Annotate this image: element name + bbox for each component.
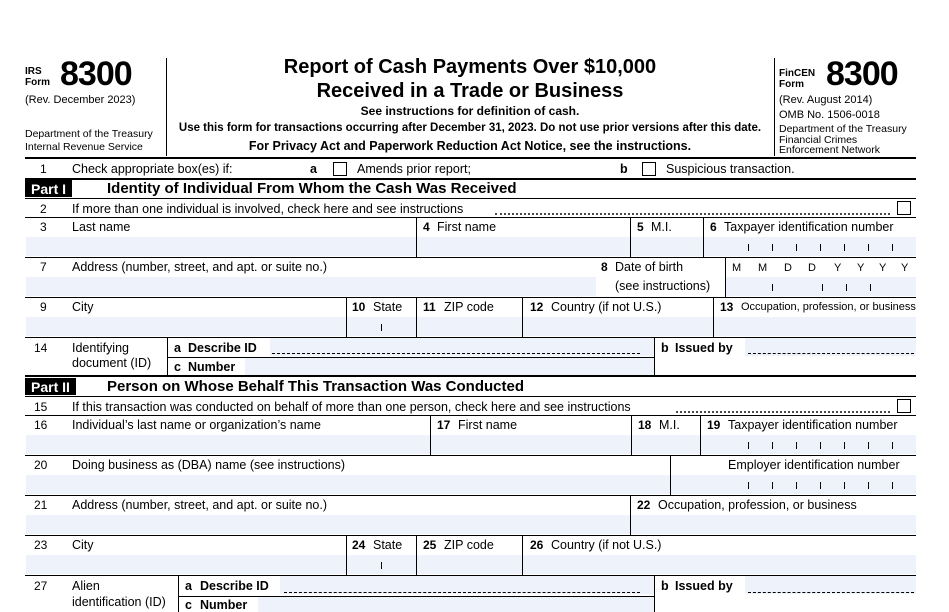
fincen-dept-line1: Department of the Treasury bbox=[779, 123, 907, 135]
line-10-number: 10 bbox=[352, 300, 366, 314]
fincen-form-number: 8300 bbox=[826, 55, 898, 93]
part-2-title: Person on Whose Behalf This Transaction Was Conducted bbox=[107, 378, 524, 395]
dob-letter: D bbox=[784, 262, 792, 274]
zip-code-input[interactable] bbox=[417, 317, 522, 336]
omb-number: OMB No. 1506-0018 bbox=[779, 109, 880, 121]
fincen-label: FinCEN bbox=[779, 68, 816, 79]
line-6-number: 6 bbox=[710, 220, 717, 234]
form-number: 8300 bbox=[60, 55, 132, 93]
line-6-label: Taxpayer identification number bbox=[724, 220, 894, 234]
fincen-dept-line2: Financial Crimes bbox=[779, 134, 858, 146]
line-18-label: M.I. bbox=[659, 418, 680, 432]
dob-letter: Y bbox=[834, 262, 842, 274]
line-27-number: 27 bbox=[34, 579, 48, 593]
form-title-line2: Received in a Trade or Business bbox=[316, 80, 624, 102]
line-20-number: 20 bbox=[34, 458, 48, 472]
line-14c-letter: c bbox=[174, 360, 181, 374]
amends-prior-report-checkbox[interactable] bbox=[333, 162, 347, 176]
form-subtitle: See instructions for definition of cash. bbox=[360, 104, 580, 118]
line-18-number: 18 bbox=[638, 418, 652, 432]
line-23-number: 23 bbox=[34, 538, 48, 552]
line-19-number: 19 bbox=[707, 418, 721, 432]
line-12-label: Country (if not U.S.) bbox=[551, 300, 662, 314]
last-name-input[interactable] bbox=[26, 237, 416, 256]
country-input[interactable] bbox=[523, 317, 713, 336]
id-number-input[interactable] bbox=[245, 358, 654, 375]
line-4-label: First name bbox=[437, 220, 497, 234]
line-25-number: 25 bbox=[423, 538, 437, 552]
line-22-label: Occupation, profession, or business bbox=[658, 498, 857, 512]
mi-input[interactable] bbox=[631, 237, 703, 256]
p2-occupation-input[interactable] bbox=[631, 515, 916, 534]
line-20-label: Doing business as (DBA) name (see instructions) bbox=[72, 458, 346, 472]
line-1b-letter: b bbox=[620, 162, 628, 176]
p2-zip-input[interactable] bbox=[417, 555, 522, 574]
line-14b-label: Issued by bbox=[675, 341, 733, 355]
line-16-label: Individual’s last name or organization’s name bbox=[72, 418, 321, 432]
line-22-number: 22 bbox=[637, 498, 651, 512]
line-7-number: 7 bbox=[40, 260, 47, 274]
line-14-label1: Identifying bbox=[72, 341, 129, 355]
line-2-number: 2 bbox=[40, 202, 47, 216]
p2-country-input[interactable] bbox=[523, 555, 916, 574]
amends-prior-report-label: Amends prior report; bbox=[357, 162, 471, 176]
line-13-label: Occupation, profession, or business bbox=[741, 301, 916, 313]
address-input[interactable] bbox=[26, 277, 596, 296]
line-16-number: 16 bbox=[34, 418, 48, 432]
line-14b-letter: b bbox=[661, 341, 669, 355]
line-12-number: 12 bbox=[530, 300, 544, 314]
line-27b-label: Issued by bbox=[675, 579, 733, 593]
p2-mi-input[interactable] bbox=[632, 435, 700, 454]
line-15-number: 15 bbox=[34, 400, 48, 414]
p2-city-input[interactable] bbox=[26, 555, 346, 574]
p2-first-name-input[interactable] bbox=[431, 435, 631, 454]
line-27b-letter: b bbox=[661, 579, 669, 593]
line-3-label: Last name bbox=[72, 220, 131, 234]
line-26-number: 26 bbox=[530, 538, 544, 552]
dba-name-input[interactable] bbox=[26, 475, 670, 494]
line-19-label: Taxpayer identification number bbox=[728, 418, 898, 432]
line-14-number: 14 bbox=[34, 341, 48, 355]
line-13-number: 13 bbox=[720, 300, 734, 314]
suspicious-transaction-checkbox[interactable] bbox=[642, 162, 656, 176]
line-7-label: Address (number, street, and apt. or suite no.) bbox=[72, 260, 327, 274]
line-27-label2: identification (ID) bbox=[72, 595, 166, 609]
line-24-label: State bbox=[373, 538, 403, 552]
line-17-label: First name bbox=[458, 418, 518, 432]
line-24-number: 24 bbox=[352, 538, 366, 552]
line-4-number: 4 bbox=[423, 220, 430, 234]
dob-letter: Y bbox=[901, 262, 909, 274]
line-14a-label: Describe ID bbox=[188, 341, 257, 355]
line-8-number: 8 bbox=[601, 260, 608, 274]
fincen-form-label: Form bbox=[779, 79, 804, 90]
occupation-input[interactable] bbox=[714, 317, 916, 336]
line-9-label: City bbox=[72, 300, 94, 314]
line-25-label: ZIP code bbox=[444, 538, 494, 552]
line-27a-letter: a bbox=[185, 579, 192, 593]
p2-taxpayer-id-input[interactable] bbox=[701, 435, 916, 454]
ein-label: Employer identification number bbox=[728, 458, 900, 472]
privacy-notice: For Privacy Act and Paperwork Reduction Act Notice, see the instructions. bbox=[248, 139, 692, 153]
line-23-label: City bbox=[72, 538, 94, 552]
ein-input[interactable] bbox=[671, 475, 916, 494]
line-1-label: Check appropriate box(es) if: bbox=[72, 162, 233, 176]
line-11-number: 11 bbox=[423, 300, 436, 314]
line-26-label: Country (if not U.S.) bbox=[551, 538, 662, 552]
line-2-label: If more than one individual is involved, check here and see instructions bbox=[72, 202, 464, 216]
irs-dept-line1: Department of the Treasury bbox=[25, 128, 153, 140]
dob-letter: M bbox=[758, 262, 768, 274]
part-2-tag: Part II bbox=[25, 378, 76, 395]
irs-dept-line2: Internal Revenue Service bbox=[25, 141, 143, 153]
form-label: Form bbox=[25, 77, 50, 88]
line-8-sub: (see instructions) bbox=[615, 279, 711, 293]
line-1-number: 1 bbox=[40, 162, 47, 176]
multiple-individuals-checkbox[interactable] bbox=[897, 201, 911, 215]
line-27c-label: Number bbox=[200, 598, 248, 612]
line-3-number: 3 bbox=[40, 220, 47, 234]
line-14-label2: document (ID) bbox=[72, 356, 152, 370]
line-21-number: 21 bbox=[34, 498, 48, 512]
line-8-label: Date of birth bbox=[615, 260, 684, 274]
use-notice: Use this form for transactions occurring after December 31, 2023. Do not use prior versions after this date. bbox=[178, 122, 762, 134]
line-14c-label: Number bbox=[188, 360, 236, 374]
line-5-label: M.I. bbox=[651, 220, 672, 234]
multiple-persons-checkbox[interactable] bbox=[897, 399, 911, 413]
line-21-label: Address (number, street, and apt. or suite no.) bbox=[72, 498, 327, 512]
line-5-number: 5 bbox=[637, 220, 644, 234]
part-1-tag: Part I bbox=[25, 180, 72, 197]
suspicious-transaction-label: Suspicious transaction. bbox=[666, 162, 795, 176]
line-10-label: State bbox=[373, 300, 403, 314]
irs-revision: (Rev. December 2023) bbox=[25, 94, 136, 106]
line-27c-letter: c bbox=[185, 598, 192, 612]
p2-address-input[interactable] bbox=[26, 515, 630, 534]
first-name-input[interactable] bbox=[417, 237, 630, 256]
line-9-number: 9 bbox=[40, 300, 47, 314]
part-1-title: Identity of Individual From Whom the Cash Was Received bbox=[107, 180, 517, 197]
line-1a-letter: a bbox=[310, 162, 317, 176]
line-11-label: ZIP code bbox=[444, 300, 494, 314]
line-17-number: 17 bbox=[437, 418, 451, 432]
date-of-birth-input[interactable] bbox=[726, 277, 916, 296]
line-27a-label: Describe ID bbox=[200, 579, 269, 593]
fincen-revision: (Rev. August 2014) bbox=[779, 94, 873, 106]
dob-letter: D bbox=[808, 262, 816, 274]
irs-label: IRS bbox=[25, 66, 42, 77]
org-last-name-input[interactable] bbox=[26, 435, 430, 454]
line-15-label: If this transaction was conducted on behalf of more than one person, check here and see instructions bbox=[72, 400, 631, 414]
alien-id-number-input[interactable] bbox=[258, 597, 654, 612]
dob-letter: M bbox=[732, 262, 742, 274]
form-title-line1: Report of Cash Payments Over $10,000 bbox=[283, 56, 657, 78]
dob-letter: Y bbox=[879, 262, 887, 274]
city-input[interactable] bbox=[26, 317, 346, 336]
fincen-dept-line3: Enforcement Network bbox=[779, 144, 880, 156]
line-14a-letter: a bbox=[174, 341, 181, 355]
line-27-label1: Alien bbox=[72, 579, 100, 593]
dob-letter: Y bbox=[857, 262, 865, 274]
taxpayer-id-input[interactable] bbox=[704, 237, 916, 256]
